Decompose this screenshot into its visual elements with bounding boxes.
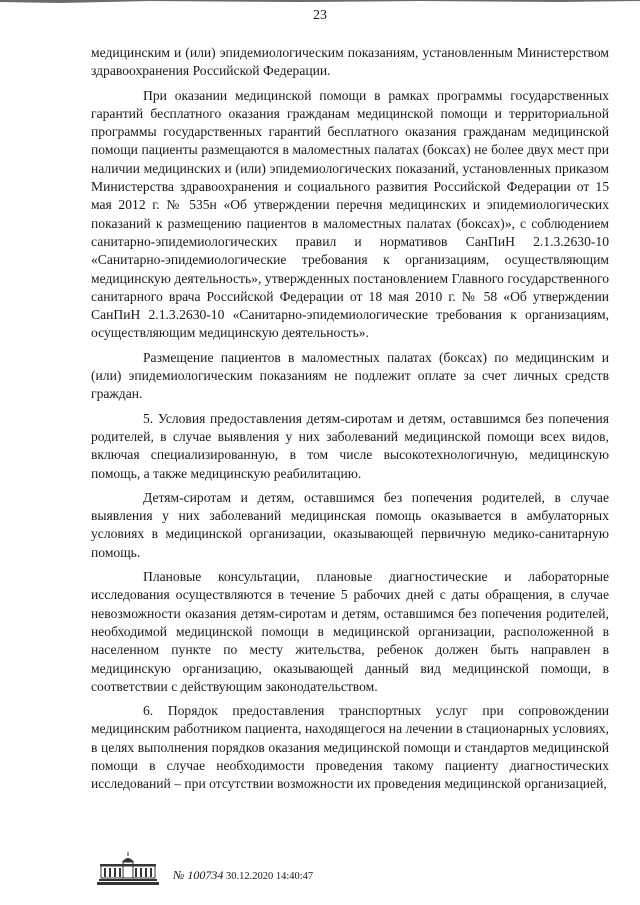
paragraph-payment: Размещение пациентов в маломестных палатах (боксах) по медицинским и (или) эпидемиологическим показаниям не подлежит оплате за счет личных средств граждан. xyxy=(91,349,609,402)
registration-datetime: 30.12.2020 14:40:47 xyxy=(225,871,314,882)
document-footer xyxy=(95,852,515,886)
paragraph-continuation: медицинским и (или) эпидемиологическим показаниям, установленным Министерством здравоохранения Российской Федерации. xyxy=(91,45,609,79)
government-building-emblem-icon xyxy=(95,852,161,886)
paragraph-section-6: 6. Порядок предоставления транспортных услуг при сопровождении медицинским работником пациента, находящегося на лечении в стационарных условиях, в целях выполнения порядков оказания медицинской помощи и стандартов медицинской помощи в случае необходимости проведения такому пациенту диагностических исследований – при отсутствии возможности их проведения медицинской организацией, xyxy=(91,703,609,792)
paragraph-section-5: 5. Условия предоставления детям-сиротам и детям, оставшимся без попечения родителей, в случае выявления у них заболеваний медицинской помощи всех видов, включая специализированную, в том числе высокотехнологичную, медицинскую помощь, а также медицинскую реабилитацию. xyxy=(91,410,609,481)
paragraph-planned-consultations: Плановые консультации, плановые диагностические и лабораторные исследования осуществляются в течение 5 рабочих дней с даты обращения, в случае невозможности оказания детям-сиротам и детям, оставшимся без попечения родителей, необходимой медицинской помощи в медицинской организации, расположенной в населенном пункте по месту жительства, ребенок должен быть направлен в медицинскую организацию, оказывающей данный вид медицинской помощи, в соответствии с действующим законодательством. xyxy=(91,569,609,694)
paragraph-rooms-placement: При оказании медицинской помощи в рамках программы государственных гарантий бесплатного оказания гражданам медицинской помощи и территориальной программы государственных гарантий бесплатного оказания гражданам медицинской помощи пациенты размещаются в маломестных палатах (боксах) не более двух мест при наличии медицинских и (или) эпидемиологических показаний, установленных приказом Министерства здравоохранения и социального развития Российской Федерации от 15 мая 2012 г. № 535н «Об утверждении перечня медицинских и эпидемиологических показаний к размещению пациентов в маломестных палатах (боксах)», с соблюдением санитарно-эпидемиологических правил и нормативов СанПиН 2.1.3.2630-10 «Санитарно-эпидемиологические требования к организациям, осуществляющим медицинскую деятельность», утвержденных постановлением Главного государственного санитарного врача Российской Федерации от 18 мая 2010 г. № 58 «Об утверждении СанПиН 2.1.3.2630-10 «Санитарно-эпидемиологические требования к организациям, осуществляющим медицинскую деятельность». xyxy=(91,87,609,341)
scan-edge-decoration xyxy=(0,0,640,4)
document-body xyxy=(91,44,609,800)
registration-number: № 100734 xyxy=(173,868,224,882)
page-number: 23 xyxy=(313,8,327,23)
paragraph-orphans-care: Детям-сиротам и детям, оставшимся без попечения родителей, в случае выявления у них заболеваний медицинская помощь оказывается в амбулаторных условиях в медицинской организации, оказывающей первичную медико-санитарную помощь. xyxy=(91,489,609,560)
registration-stamp xyxy=(173,868,313,883)
